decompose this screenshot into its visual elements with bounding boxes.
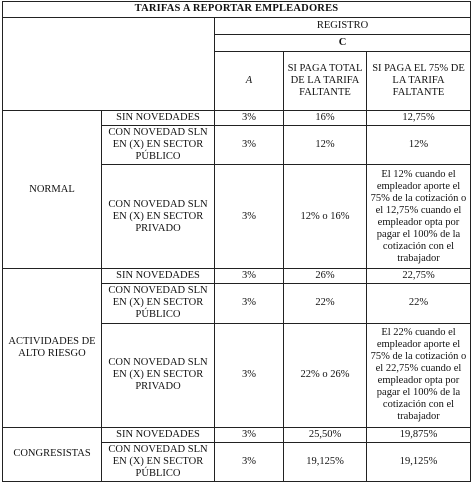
header-registro: REGISTRO (215, 18, 471, 35)
cell-c: 22% (367, 284, 471, 323)
header-col-a: A (215, 52, 284, 111)
row-label: SIN NOVEDADES (102, 427, 215, 442)
row-label: SIN NOVEDADES (102, 111, 215, 126)
cell-b: 12% (284, 126, 367, 165)
title-row (3, 2, 471, 18)
table-title: TARIFAS A REPORTAR EMPLEADORES (3, 2, 471, 18)
cell-c: El 22% cuando el empleador aporte el 75% de la cotización o el 22,75% cuando el empleador opta por pagar el 100% de la cotización con el trabajador (367, 323, 471, 427)
row-label: CON NOVEDAD SLN EN (X) EN SECTOR PÚBLICO (102, 284, 215, 323)
cell-b: 16% (284, 111, 367, 126)
cell-a: 3% (215, 442, 284, 481)
cell-b: 12% o 16% (284, 165, 367, 269)
header-row-registro (3, 18, 471, 35)
group-label: NORMAL (3, 111, 102, 269)
cell-a: 3% (215, 111, 284, 126)
cell-b: 19,125% (284, 442, 367, 481)
cell-c: 22,75% (367, 269, 471, 284)
cell-c: 19,125% (367, 442, 471, 481)
header-col-b: SI PAGA TOTAL DE LA TARIFA FALTANTE (284, 52, 367, 111)
cell-b: 26% (284, 269, 367, 284)
header-c: C (215, 35, 471, 52)
cell-a: 3% (215, 165, 284, 269)
cell-a: 3% (215, 427, 284, 442)
cell-a: 3% (215, 284, 284, 323)
table-row (3, 427, 471, 442)
row-label: SIN NOVEDADES (102, 269, 215, 284)
cell-a: 3% (215, 269, 284, 284)
cell-a: 3% (215, 323, 284, 427)
group-label: ACTIVIDADES DE ALTO RIESGO (3, 269, 102, 427)
header-col-c: SI PAGA EL 75% DE LA TARIFA FALTANTE (367, 52, 471, 111)
cell-b: 25,50% (284, 427, 367, 442)
cell-b: 22% o 26% (284, 323, 367, 427)
row-label: CON NOVEDAD SLN EN (X) EN SECTOR PÚBLICO (102, 126, 215, 165)
cell-c: El 12% cuando el empleador aporte el 75% de la cotización o el 12,75% cuando el empleador opta por pagar el 100% de la cotización con el trabajador (367, 165, 471, 269)
cell-a: 3% (215, 126, 284, 165)
table-row (3, 111, 471, 126)
table-row (3, 269, 471, 284)
cell-b: 22% (284, 284, 367, 323)
cell-c: 12,75% (367, 111, 471, 126)
row-label: CON NOVEDAD SLN EN (X) EN SECTOR PRIVADO (102, 165, 215, 269)
header-blank-cell (3, 18, 215, 111)
cell-c: 19,875% (367, 427, 471, 442)
row-label: CON NOVEDAD SLN EN (X) EN SECTOR PRIVADO (102, 323, 215, 427)
cell-c: 12% (367, 126, 471, 165)
group-label: CONGRESISTAS (3, 427, 102, 481)
row-label: CON NOVEDAD SLN EN (X) EN SECTOR PÚBLICO (102, 442, 215, 481)
tarifas-table (2, 1, 471, 482)
